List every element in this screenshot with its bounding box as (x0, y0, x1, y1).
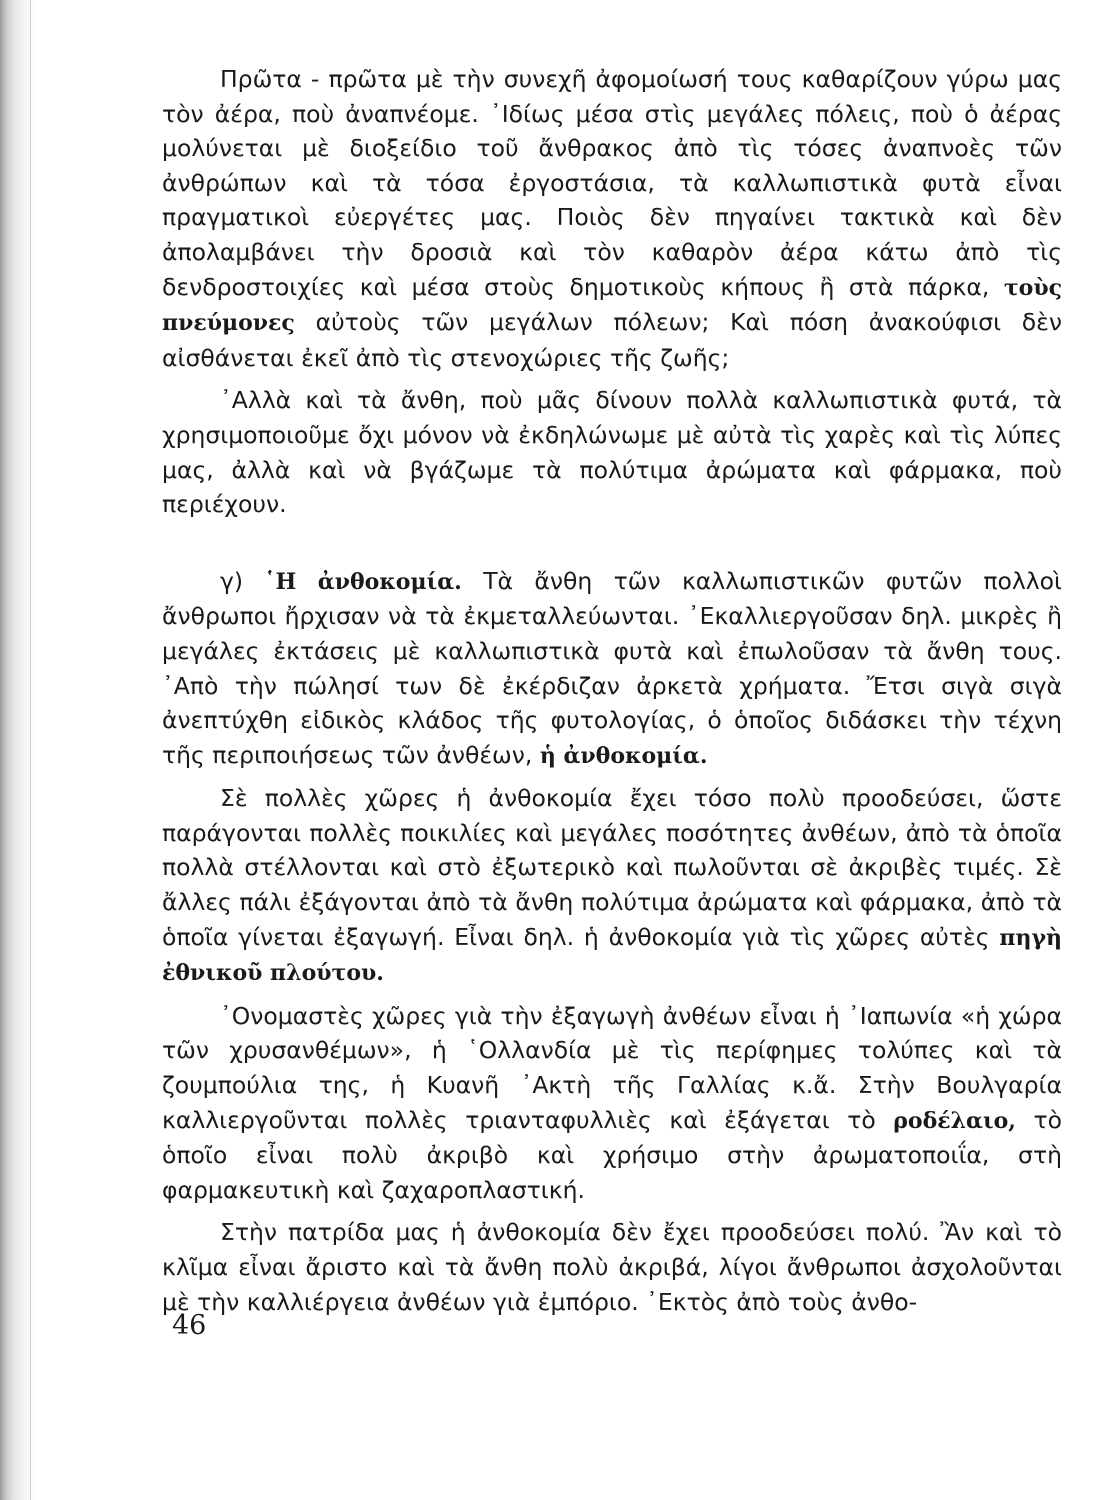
section-heading: ῾Η ἀνθοκομία. (264, 568, 462, 595)
section-label: γ) (220, 566, 265, 595)
text-run: ᾿Ονομαστὲς χῶρες γιὰ τὴν ἐξαγωγὴ ἀνθέων εἶναι ἡ ᾿Ιαπωνία «ἡ χώρα τῶν χρυσανθέμων», ἡ ῾Ολλανδία μὲ τὶς περίφημες τολύπες καὶ τὰ ζουμπούλια της, ἡ Κυανῆ ᾿Ακτὴ τῆς Γαλλίας κ.ἄ. Στὴν Βουλγαρία καλλιεργοῦνται πολλὲς τριανταφυλλιὲς καὶ ἐξάγεται τὸ (162, 1001, 1062, 1134)
paragraph-countries-progress (162, 781, 1062, 991)
paragraph-air-purification (162, 62, 1062, 375)
text-run: ᾿Αλλὰ καὶ τὰ ἄνθη, ποὺ μᾶς δίνουν πολλὰ καλλωπιστικὰ φυτά, τὰ χρησιμοποιοῦμε ὄχι μόνον νὰ ἐκδηλώνωμε μὲ αὐτὰ τὶς χαρὲς καὶ τὶς λύπες μας, ἀλλὰ καὶ νὰ βγάζωμε τὰ πολύτιμα ἀρώματα καὶ φάρμακα, ποὺ περιέχουν. (162, 386, 1062, 519)
text-run: τὸ ὁποῖο εἶναι πολὺ ἀκριβὸ καὶ χρήσιμο στὴν ἀρωματοποιΐα, στὴ φαρμακευτικὴ καὶ ζαχαροπλαστική. (162, 1105, 1063, 1204)
text-run: Πρῶτα - πρῶτα μὲ τὴν συνεχῆ ἀφομοίωσή τους καθαρίζουν γύρω μας τὸν ἀέρα, ποὺ ἀναπνέομε. ᾿Ιδίως μέσα στὶς μεγάλες πόλεις, ποὺ ὁ ἀέρας μολύνεται μὲ διοξείδιο τοῦ ἄνθρακος ἀπὸ τὶς τόσες ἀναπνοὲς τῶν ἀνθρώπων καὶ τὰ τόσα ἐργοστάσια, τὰ καλλωπιστικὰ φυτὰ εἶναι πραγματικοὶ εὐεργέτες μας. Ποιὸς δὲν πηγαίνει τακτικὰ καὶ δὲν ἀπολαμβάνει τὴν δροσιὰ καὶ τὸν καθαρὸν ἀέρα κάτω ἀπὸ τὶς δενδροστοιχίες καὶ μέσα στοὺς δημοτικοὺς κήπους ἢ στὰ πάρκα, (162, 65, 1062, 301)
paragraph-our-country (162, 1215, 1062, 1319)
body-text (162, 62, 1062, 1319)
page-number: 46 (172, 1310, 207, 1341)
bold-term-rose-oil: ροδέλαιο, (893, 1107, 1016, 1134)
section-floriculture (162, 564, 1062, 774)
bold-term-national-wealth: πηγὴ ἐθνικοῦ πλούτου. (162, 924, 1062, 987)
paragraph-famous-countries (162, 999, 1062, 1208)
text-run: Στὴν πατρίδα μας ἡ ἀνθοκομία δὲν ἔχει προοδεύσει πολύ. Ἂν καὶ τὸ κλῖμα εἶναι ἄριστο καὶ τὰ ἄνθη πολὺ ἀκριβά, λίγοι ἄνθρωποι ἀσχολοῦνται μὲ τὴν καλλιέργεια ἀνθέων γιὰ ἐμπόριο. ᾿Εκτὸς ἀπὸ τοὺς ἀνθο- (162, 1218, 1062, 1316)
text-run: Σὲ πολλὲς χῶρες ἡ ἀνθοκομία ἔχει τόσο πολὺ προοδεύσει, ὥστε παράγονται πολλὲς ποικιλίες καὶ μεγάλες ποσότητες ἀνθέων, ἀπὸ τὰ ὁποῖα πολλὰ στέλλονται καὶ στὸ ἐξωτερικὸ καὶ πωλοῦνται σὲ ἀκριβὲς τιμές. Σὲ ἄλλες πάλι ἐξάγονται ἀπὸ τὰ ἄνθη πολύτιμα ἀρώματα καὶ φάρμακα, ἀπὸ τὰ ὁποῖα γίνεται ἐξαγωγή. Εἶναι δηλ. ἡ ἀνθοκομία γιὰ τὶς χῶρες αὐτὲς (162, 784, 1062, 951)
book-gutter-shadow (0, 0, 36, 1500)
text-run: αὐτοὺς τῶν μεγάλων πόλεων; Καὶ πόση ἀνακούφισι δὲν αἰσθάνεται ἐκεῖ ἀπὸ τὶς στενοχώριες τῆς ζωῆς; (162, 308, 1062, 372)
text-run: Τὰ ἄνθη τῶν καλλωπιστικῶν φυτῶν πολλοὶ ἄνθρωποι ἤρχισαν νὰ τὰ ἐκμεταλλεύωνται. ᾿Εκαλλιεργοῦσαν δηλ. μικρὲς ἢ μεγάλες ἐκτάσεις μὲ καλλωπιστικὰ φυτὰ καὶ ἐπωλοῦσαν τὰ ἄνθη τους. ᾿Απὸ τὴν πώλησί των δὲ ἐκέρδιζαν ἀρκετὰ χρήματα. Ἔτσι σιγὰ σιγὰ ἀνεπτύχθη εἰδικὸς κλάδος τῆς φυτολογίας, ὁ ὁποῖος διδάσκει τὴν τέχνη τῆς περιποιήσεως τῶν ἀνθέων, (162, 566, 1062, 769)
paragraph-flowers-uses (162, 383, 1062, 521)
bold-term-floriculture: ἡ ἀνθοκομία. (539, 742, 708, 769)
bold-term-lungs: τοὺς πνεύμονες (162, 274, 1062, 337)
